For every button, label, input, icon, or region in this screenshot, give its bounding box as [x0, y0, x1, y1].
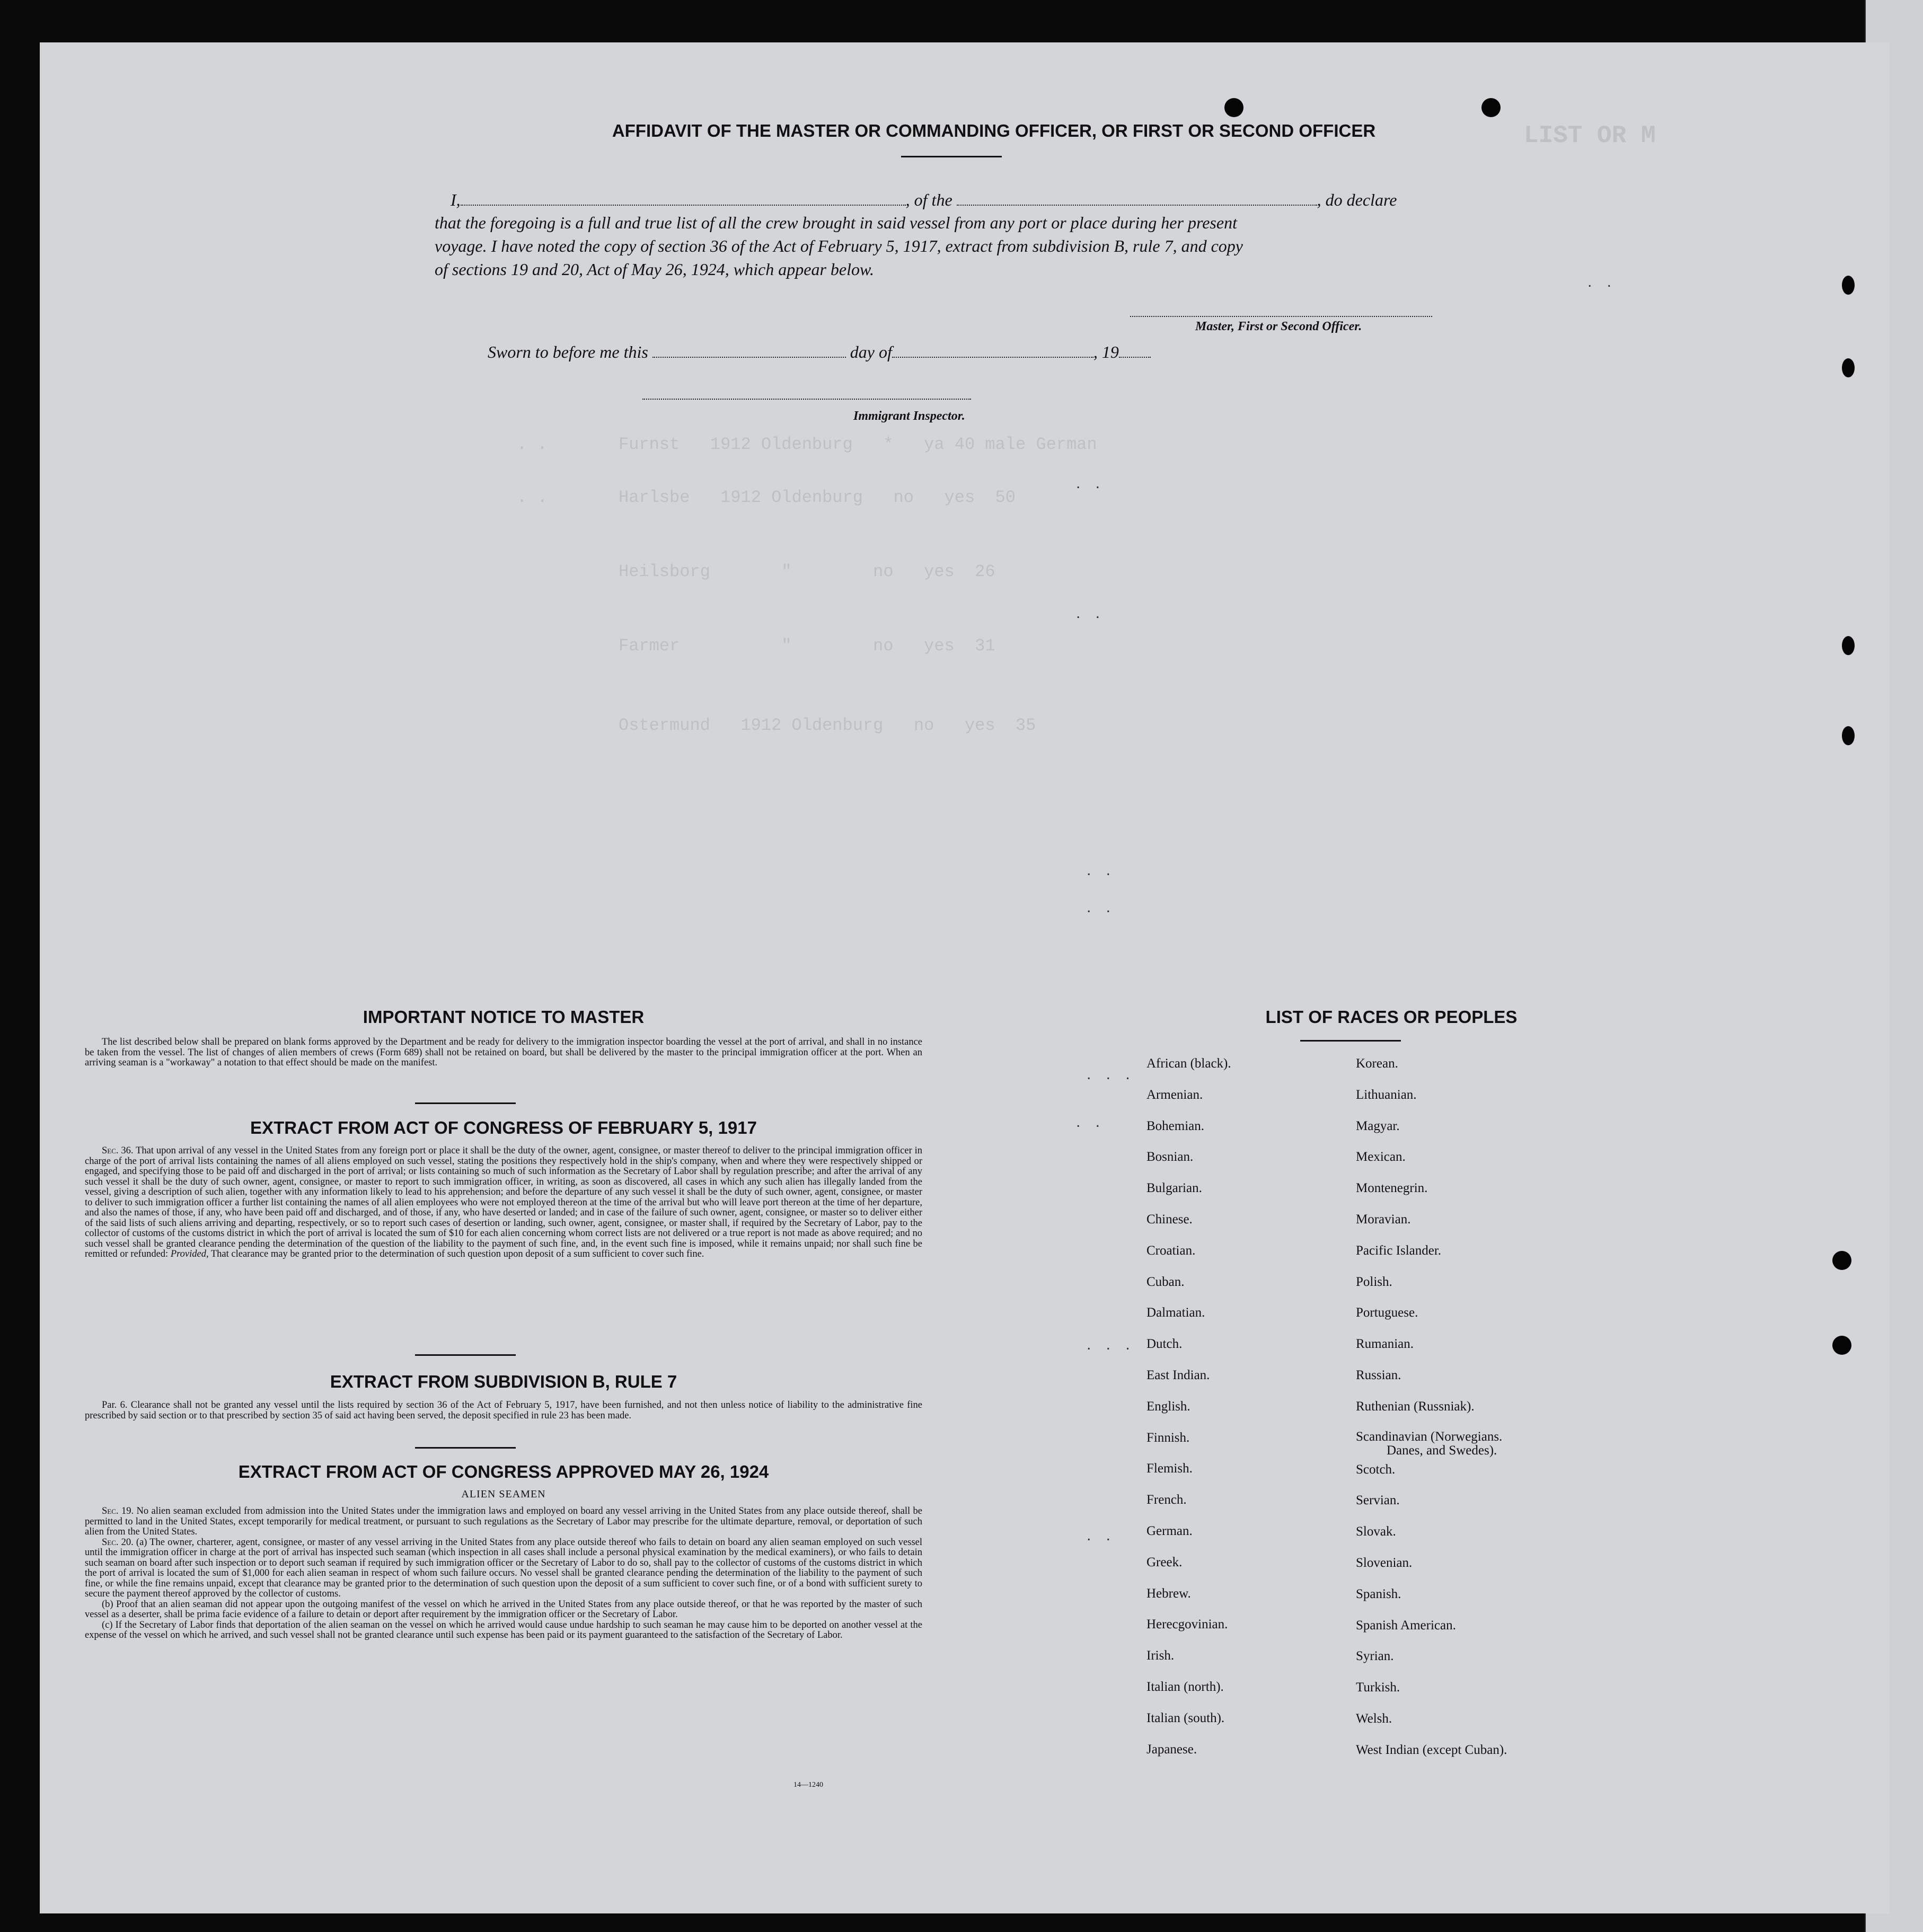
vessel-name-blank [957, 189, 1317, 206]
race-item: Greek. [1146, 1555, 1183, 1569]
race-item: Spanish. [1356, 1586, 1401, 1601]
race-item: Scotch. [1356, 1462, 1396, 1477]
race-item: Croatian. [1146, 1243, 1196, 1258]
race-item: Montenegrin. [1356, 1181, 1428, 1196]
race-item: Chinese. [1146, 1212, 1193, 1227]
inspector-signature-line [642, 399, 971, 401]
race-item: Moravian. [1356, 1212, 1411, 1227]
sec-19-paragraph [85, 1506, 922, 1538]
declarant-name-blank [461, 189, 906, 206]
scan-mark: . . [1076, 1113, 1106, 1131]
race-item: Slovak. [1356, 1524, 1396, 1539]
race-item: Armenian. [1146, 1087, 1203, 1102]
sec-19-label: Sec. 19. [102, 1506, 134, 1516]
race-item: Magyar. [1356, 1118, 1400, 1133]
affidavit-line-2: that the foregoing is a full and true list of all the crew brought in said vessel from any port or place during her present [435, 213, 1237, 232]
extract-1917-title: EXTRACT FROM ACT OF CONGRESS OF FEBRUARY 5, 1917 [250, 1118, 757, 1137]
punch-hole-mark [1481, 98, 1501, 117]
punch-hole-mark [1842, 358, 1855, 377]
extract-rule7-title: EXTRACT FROM SUBDIVISION B, RULE 7 [330, 1372, 677, 1391]
race-item: Pacific Islander. [1356, 1243, 1442, 1258]
extract-1924-title: EXTRACT FROM ACT OF CONGRESS APPROVED MAY 26, 1924 [238, 1462, 769, 1481]
sec-19-text: No alien seaman excluded from admission into the United States under the immigration laws and employed on board any vessel arriving in the United States from any place outside thereof, shall be permitted to land in the United States, except temporarily for medical treatment, or pursuant to such regulations as the Secretary of Labor may prescribe for the ultimate departure, removal, or deportation of such alien from the United States. [85, 1506, 923, 1537]
race-item: Lithuanian. [1356, 1087, 1417, 1102]
races-left-column [1146, 1048, 1231, 1765]
affidavit-title: AFFIDAVIT OF THE MASTER OR COMMANDING OFFICER, OR FIRST OR SECOND OFFICER [612, 121, 1376, 140]
punch-hole-mark [1224, 98, 1243, 117]
affidavit-line-1-text-c: , do declare [1317, 190, 1397, 209]
sec-20a-paragraph [85, 1538, 922, 1600]
sworn-text-b: day of [850, 342, 892, 361]
race-item: Bosnian. [1146, 1150, 1194, 1165]
race-item: African (black). [1146, 1056, 1231, 1071]
race-item: Portuguese. [1356, 1305, 1418, 1320]
race-item: Herecgovinian. [1146, 1617, 1228, 1632]
sec-20-label: Sec. 20. [102, 1537, 134, 1548]
race-item: Bohemian. [1146, 1118, 1205, 1133]
race-item: Italian (north). [1146, 1679, 1224, 1694]
race-item: Welsh. [1356, 1711, 1392, 1726]
race-item: Ruthenian (Russniak). [1356, 1399, 1475, 1414]
sworn-line [488, 340, 1151, 364]
master-signature-line [1130, 316, 1432, 318]
title-underline [901, 156, 1002, 157]
notice-title: IMPORTANT NOTICE TO MASTER [363, 1007, 645, 1027]
master-signature-caption: Master, First or Second Officer. [1195, 320, 1362, 333]
year-blank [1119, 341, 1151, 358]
sworn-text-c: , 19 [1093, 342, 1119, 361]
title-underline [1300, 1040, 1401, 1042]
sec-20c-paragraph: (c) If the Secretary of Labor finds that deportation of the alien seaman on the vessel on which he arrived would cause undue hardship to such seaman he may cause him to be deported on another vessel at the expense of the vessel on which he arrived, and such vessel shall not be granted clearance until such expense has been paid or its payment guaranteed to the satisfaction of the Secretary of Labor. [85, 1619, 922, 1640]
race-item: Polish. [1356, 1274, 1392, 1289]
race-item: Dalmatian. [1146, 1305, 1205, 1320]
race-item: English. [1146, 1399, 1190, 1414]
race-item: Spanish American. [1356, 1618, 1456, 1633]
bleed-through-text: . . Harlsbe 1912 Oldenburg no yes 50 [517, 488, 1016, 507]
punch-hole-mark [1832, 1251, 1851, 1270]
scan-mark: . . . [1087, 1336, 1135, 1353]
races-title: LIST OF RACES OR PEOPLES [1265, 1007, 1518, 1027]
race-item: German. [1146, 1523, 1193, 1538]
document-page [40, 42, 1890, 1913]
proviso-text: That clearance may be granted prior to the determination of such question upon deposit of a sum sufficient to cover such fine. [210, 1249, 704, 1259]
scan-mark: . . . [1087, 1065, 1135, 1083]
day-blank [652, 341, 846, 358]
sec-36-label: Sec. 36. [102, 1145, 134, 1156]
scan-mark: . . [1087, 861, 1116, 879]
affidavit-line-4: of sections 19 and 20, Act of May 26, 1924, which appear below. [435, 260, 874, 279]
race-item: Japanese. [1146, 1742, 1197, 1757]
race-item: Russian. [1356, 1368, 1401, 1382]
section-divider [415, 1354, 516, 1356]
extract-1917-text [85, 1146, 922, 1260]
bleed-through-text: . . Furnst 1912 Oldenburg * ya 40 male German [517, 435, 1097, 454]
extract-1924-text [85, 1506, 922, 1641]
scan-mark: . . [1087, 1527, 1116, 1544]
affidavit-line-1 [451, 188, 1397, 211]
bleed-through-text: Ostermund 1912 Oldenburg no yes 35 [517, 716, 1036, 735]
race-item: French. [1146, 1493, 1187, 1507]
sworn-text-a: Sworn to before me this [488, 342, 648, 361]
race-item: Servian. [1356, 1493, 1400, 1508]
punch-hole-mark [1832, 1336, 1851, 1355]
punch-hole-mark [1842, 636, 1855, 655]
proviso-label: Provided, [170, 1249, 209, 1259]
race-item: Mexican. [1356, 1150, 1406, 1165]
scan-mark: . . [1587, 273, 1617, 290]
race-item: Rumanian. [1356, 1337, 1414, 1352]
scan-mark: . . [1087, 898, 1116, 916]
notice-text [85, 1037, 922, 1069]
bleed-through-text: Heilsborg " no yes 26 [517, 562, 995, 581]
section-divider [415, 1447, 516, 1449]
affidavit-line-1-text-a: I, [451, 190, 461, 209]
punch-hole-mark [1842, 276, 1855, 295]
race-item: Scandinavian (Norwegians. [1356, 1429, 1503, 1444]
affidavit-line-3: voyage. I have noted the copy of section 36 of the Act of February 5, 1917, extract from subdivision B, rule 7, and copy [435, 236, 1243, 255]
section-divider [415, 1102, 516, 1104]
form-number: 14—1240 [793, 1781, 823, 1789]
race-item: Danes, and Swedes). [1387, 1443, 1497, 1458]
race-item: Slovenian. [1356, 1555, 1413, 1570]
race-item: Italian (south). [1146, 1710, 1225, 1725]
sec-36-text: That upon arrival of any vessel in the United States from any foreign port or place it shall be the duty of the owner, agent, consignee, or master thereof to deliver to the principal immigration officer in charge of the port of arrival lists containing the names of all aliens employed on such vessel, stating the positions they respectively hold in the ship's company, when and where they were respectively shipped or engaged, and specifying those to be paid off and discharged in the port of arrival; or lists containing so much of such information as the Secretary of Labor shall by regulation prescribe; and after the arrival of any such vessel it shall be the duty of such owner, agent, consignee, or master to report to such immigration officer, in writing, as soon as discovered, all cases in which any such alien has illegally landed from the vessel, giving a description of such alien, together with any information likely to lead to his apprehension; and before the departure of any such vessel it shall be the duty of such owner, agent, consignee, or master to deliver to such immigration officer a further list containing the names of all alien employees who were not employed thereon at the time of the arrival but who will leave port thereon at the time of her departure, and also the names of those, if any, who have been paid off and discharged, and of those, if any, who have deserted or landed; and in case of the failure of such owner, agent, consignee, or master so to deliver either of the said lists of such aliens arriving and departing, respectively, or so to report such cases of desertion or landing, such owner, agent, consignee, or master shall, if required by the Secretary of Labor, pay to the collector of customs of the customs district in which the port of arrival is located the sum of $10 for each alien concerning whom correct lists are not delivered or a true report is not made as above required; and no such vessel shall be granted clearance pending the determination of the question of the liability to the payment of such fine, and, in the event such fine is imposed, while it remains unpaid; nor shall such fine be remitted or refunded: [85, 1145, 922, 1259]
race-item: Hebrew. [1146, 1586, 1191, 1601]
race-item: Cuban. [1146, 1274, 1185, 1289]
race-item: Finnish. [1146, 1430, 1190, 1445]
race-item: East Indian. [1146, 1368, 1210, 1382]
month-blank [892, 341, 1093, 358]
race-item: West Indian (except Cuban). [1356, 1742, 1507, 1757]
extract-rule7-text [85, 1400, 922, 1421]
sec-36-paragraph [85, 1146, 922, 1260]
race-item: Flemish. [1146, 1461, 1193, 1476]
sec-20a-text: (a) The owner, charterer, agent, consignee, or master of any vessel arriving in the United States from any place outside thereof who fails to detain on board any alien seaman employed on such vessel until the immigration officer in charge at the port of arrival has inspected such seaman (which inspection in all cases shall include a personal physical examination by the medical examiners), or who fails to detain such seaman on board after such inspection or to deport such seaman if required by such immigration officer or the Secretary of Labor to do so, shall pay to the collector of customs of the customs district in which the port of arrival is located the sum of $1,000 for each alien seaman in respect of whom such failure occurs. No vessel shall be granted clearance pending the determination of the liability to the payment of such fine, or while the fine remains unpaid, except that clearance may be granted prior to the determination of such question upon the deposit of a sum sufficient to cover such fine, or of a bond with sufficient surety to secure the payment thereof approved by the collector of customs. [85, 1537, 923, 1599]
race-item: Syrian. [1356, 1649, 1394, 1664]
scan-mark: . . [1076, 474, 1106, 492]
race-item: Bulgarian. [1146, 1181, 1202, 1196]
races-right-column [1356, 1048, 1507, 1766]
affidavit-line-1-text-b: , of the [905, 190, 952, 209]
inspector-signature-caption: Immigrant Inspector. [853, 409, 965, 423]
bleed-through-text: Farmer " no yes 31 [517, 636, 995, 656]
rule7-paragraph: Par. 6. Clearance shall not be granted any vessel until the lists required by section 36 of the Act of February 5, 1917, have been furnished, and not then unless notice of liability to the administrative fine prescribed by said section or to that prescribed by section 35 of said act having been served, the deposit specified in rule 23 has been made. [85, 1400, 922, 1421]
race-item: Turkish. [1356, 1680, 1400, 1695]
race-item: Irish. [1146, 1648, 1175, 1663]
race-item: Korean. [1356, 1056, 1398, 1071]
alien-seamen-subtitle: ALIEN SEAMEN [461, 1488, 546, 1500]
bleed-through-text: LIST OR M [1524, 122, 1656, 149]
scan-mark: . . [1076, 604, 1106, 622]
punch-hole-mark [1842, 726, 1855, 745]
sec-20b-paragraph: (b) Proof that an alien seaman did not appear upon the outgoing manifest of the vessel on which he arrived in the United States from any place outside thereof, or that he was reported by the master of such vessel as a deserter, shall be prima facie evidence of a failure to detain or deport after requirement by the immigration officer or the Secretary of Labor. [85, 1599, 922, 1620]
race-item: Dutch. [1146, 1337, 1183, 1352]
notice-paragraph: The list described below shall be prepared on blank forms approved by the Department and be ready for delivery to the immigration inspector boarding the vessel at the port of arrival, and shall in no instance be taken from the vessel. The list of changes of alien members of crews (Form 689) shall not be retained on board, but shall be delivered by the master to the principal immigration officer at the port. When an arriving seaman is a "workaway" a notation to that effect should be made on the manifest. [85, 1037, 922, 1068]
